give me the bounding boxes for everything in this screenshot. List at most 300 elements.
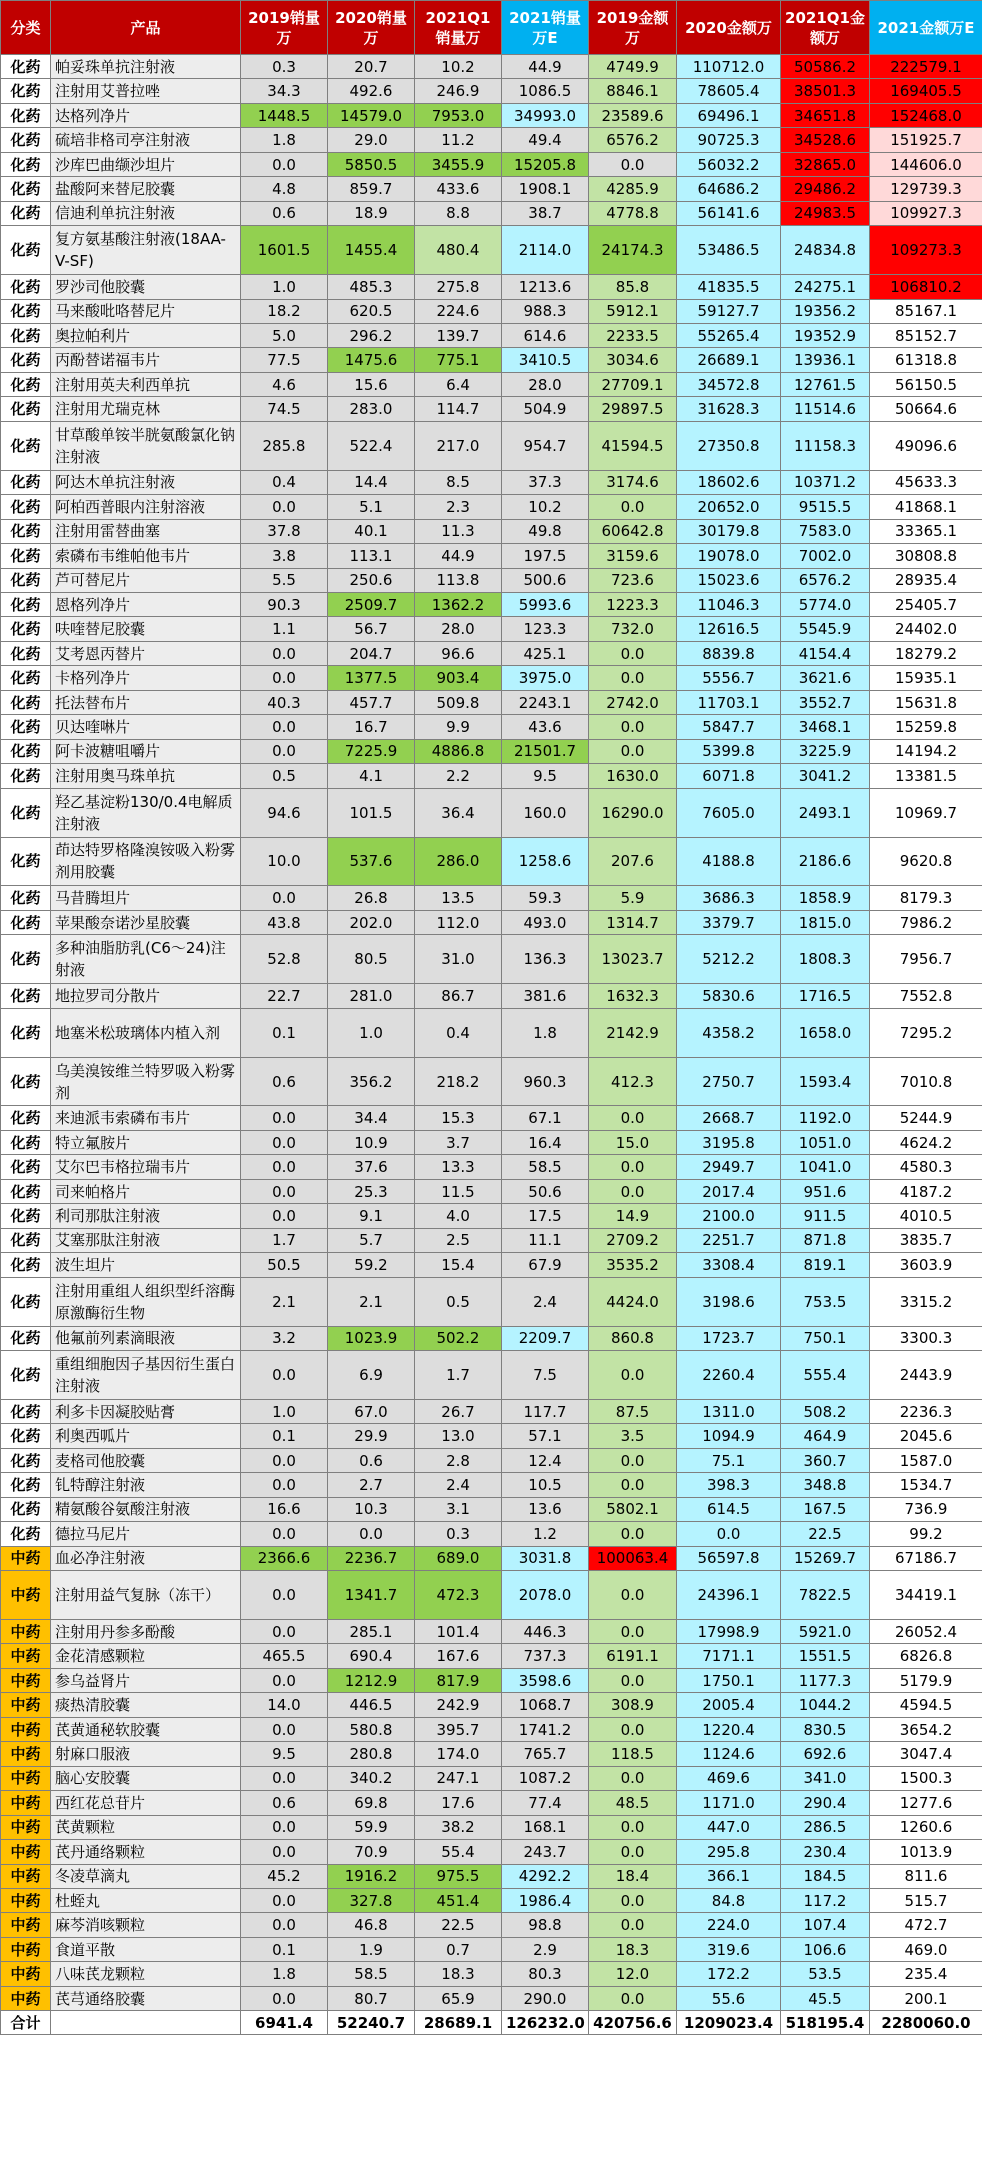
cell-2021e-amount: 4580.3 bbox=[870, 1155, 982, 1179]
cell-2021q1-amount: 7822.5 bbox=[781, 1571, 870, 1620]
cell-product: 重组细胞因子基因衍生蛋白注射液 bbox=[51, 1351, 241, 1400]
header-2020-amount: 2020金额万 bbox=[677, 1, 781, 55]
cell-2019-volume: 0.1 bbox=[241, 1424, 328, 1448]
cell-product: 达格列净片 bbox=[51, 103, 241, 127]
table-row bbox=[1, 1620, 982, 1644]
cell-2021e-amount: 4624.2 bbox=[870, 1130, 982, 1154]
cell-category: 化药 bbox=[1, 1179, 51, 1203]
cell-2020-amount: 2260.4 bbox=[677, 1351, 781, 1400]
cell-2019-volume: 0.0 bbox=[241, 1717, 328, 1741]
cell-2021e-amount: 200.1 bbox=[870, 1986, 982, 2010]
cell-2019-amount: 48.5 bbox=[589, 1791, 677, 1815]
cell-2021q1-volume: 0.7 bbox=[415, 1937, 502, 1961]
cell-2021q1-amount: 7002.0 bbox=[781, 544, 870, 568]
cell-2021e-amount: 7986.2 bbox=[870, 910, 982, 934]
cell-2019-amount: 60642.8 bbox=[589, 519, 677, 543]
cell-2021q1-volume: 3.7 bbox=[415, 1130, 502, 1154]
cell-2020-amount: 2949.7 bbox=[677, 1155, 781, 1179]
cell-product: 阿卡波糖咀嚼片 bbox=[51, 739, 241, 763]
cell-2020-amount: 75.1 bbox=[677, 1448, 781, 1472]
cell-product: 帕妥珠单抗注射液 bbox=[51, 55, 241, 79]
cell-2019-volume: 3.2 bbox=[241, 1326, 328, 1350]
cell-2021q1-amount: 341.0 bbox=[781, 1766, 870, 1790]
cell-2020-amount: 78605.4 bbox=[677, 79, 781, 103]
cell-category: 化药 bbox=[1, 788, 51, 837]
total-2020-amount: 1209023.4 bbox=[677, 2011, 781, 2035]
cell-2019-amount: 2709.2 bbox=[589, 1228, 677, 1252]
cell-2019-amount: 0.0 bbox=[589, 715, 677, 739]
cell-product: 注射用尤瑞克林 bbox=[51, 397, 241, 421]
cell-category: 化药 bbox=[1, 666, 51, 690]
cell-category: 化药 bbox=[1, 690, 51, 714]
cell-2019-volume: 37.8 bbox=[241, 519, 328, 543]
table-row bbox=[1, 1717, 982, 1741]
cell-2021e-amount: 8179.3 bbox=[870, 886, 982, 910]
cell-product: 地拉罗司分散片 bbox=[51, 984, 241, 1008]
cell-2021q1-volume: 114.7 bbox=[415, 397, 502, 421]
cell-2019-volume: 465.5 bbox=[241, 1644, 328, 1668]
cell-2019-volume: 0.6 bbox=[241, 1057, 328, 1106]
cell-product: 杜蛭丸 bbox=[51, 1888, 241, 1912]
cell-2021e-amount: 26052.4 bbox=[870, 1620, 982, 1644]
cell-product: 阿达木单抗注射液 bbox=[51, 470, 241, 494]
cell-2021e-volume: 80.3 bbox=[502, 1962, 589, 1986]
cell-2019-volume: 0.0 bbox=[241, 1179, 328, 1203]
cell-2021q1-amount: 2186.6 bbox=[781, 837, 870, 886]
cell-category: 化药 bbox=[1, 1497, 51, 1521]
cell-product: 索磷布韦维帕他韦片 bbox=[51, 544, 241, 568]
cell-2019-volume: 0.0 bbox=[241, 739, 328, 763]
cell-2021q1-volume: 55.4 bbox=[415, 1840, 502, 1864]
cell-product: 恩格列净片 bbox=[51, 592, 241, 616]
cell-product: 麻芩消咳颗粒 bbox=[51, 1913, 241, 1937]
cell-2020-volume: 40.1 bbox=[328, 519, 415, 543]
cell-2020-volume: 9.1 bbox=[328, 1204, 415, 1228]
cell-2020-amount: 447.0 bbox=[677, 1815, 781, 1839]
cell-2021q1-volume: 0.3 bbox=[415, 1522, 502, 1546]
cell-2021q1-amount: 1593.4 bbox=[781, 1057, 870, 1106]
cell-category: 化药 bbox=[1, 715, 51, 739]
cell-2020-amount: 11046.3 bbox=[677, 592, 781, 616]
cell-2020-volume: 37.6 bbox=[328, 1155, 415, 1179]
cell-2021q1-amount: 19356.2 bbox=[781, 299, 870, 323]
cell-2021e-amount: 3315.2 bbox=[870, 1277, 982, 1326]
cell-2021e-amount: 169405.5 bbox=[870, 79, 982, 103]
cell-2021e-volume: 2.9 bbox=[502, 1937, 589, 1961]
table-row bbox=[1, 1644, 982, 1668]
cell-2019-amount: 3174.6 bbox=[589, 470, 677, 494]
cell-2019-volume: 0.0 bbox=[241, 1766, 328, 1790]
cell-category: 中药 bbox=[1, 1693, 51, 1717]
cell-2021q1-amount: 45.5 bbox=[781, 1986, 870, 2010]
cell-2020-amount: 3379.7 bbox=[677, 910, 781, 934]
cell-2019-amount: 0.0 bbox=[589, 1986, 677, 2010]
cell-2019-volume: 0.0 bbox=[241, 1106, 328, 1130]
cell-2020-amount: 1094.9 bbox=[677, 1424, 781, 1448]
cell-2019-volume: 1.7 bbox=[241, 1228, 328, 1252]
cell-2020-volume: 580.8 bbox=[328, 1717, 415, 1741]
cell-category: 化药 bbox=[1, 1130, 51, 1154]
cell-2021q1-volume: 502.2 bbox=[415, 1326, 502, 1350]
cell-2021q1-amount: 184.5 bbox=[781, 1864, 870, 1888]
cell-product: 芪黄通秘软胶囊 bbox=[51, 1717, 241, 1741]
cell-2021e-volume: 10.2 bbox=[502, 495, 589, 519]
cell-category: 化药 bbox=[1, 323, 51, 347]
cell-2020-amount: 172.2 bbox=[677, 1962, 781, 1986]
table-row bbox=[1, 666, 982, 690]
cell-2021q1-amount: 951.6 bbox=[781, 1179, 870, 1203]
cell-2021q1-amount: 19352.9 bbox=[781, 323, 870, 347]
cell-2021e-volume: 425.1 bbox=[502, 641, 589, 665]
cell-2021e-volume: 3598.6 bbox=[502, 1668, 589, 1692]
table-row bbox=[1, 592, 982, 616]
cell-2021e-volume: 15205.8 bbox=[502, 152, 589, 176]
cell-2020-volume: 6.9 bbox=[328, 1351, 415, 1400]
cell-product: 地塞米松玻璃体内植入剂 bbox=[51, 1008, 241, 1057]
cell-2020-amount: 56032.2 bbox=[677, 152, 781, 176]
cell-2021e-amount: 129739.3 bbox=[870, 177, 982, 201]
cell-2021e-volume: 67.9 bbox=[502, 1253, 589, 1277]
cell-product: 艾塞那肽注射液 bbox=[51, 1228, 241, 1252]
cell-2020-amount: 31628.3 bbox=[677, 397, 781, 421]
cell-2019-amount: 0.0 bbox=[589, 1571, 677, 1620]
cell-2019-amount: 0.0 bbox=[589, 1717, 677, 1741]
cell-2020-amount: 110712.0 bbox=[677, 55, 781, 79]
cell-2021q1-volume: 9.9 bbox=[415, 715, 502, 739]
cell-2019-amount: 412.3 bbox=[589, 1057, 677, 1106]
cell-2019-volume: 34.3 bbox=[241, 79, 328, 103]
cell-category: 化药 bbox=[1, 201, 51, 225]
total-2020-volume: 52240.7 bbox=[328, 2011, 415, 2035]
cell-2021q1-volume: 1.7 bbox=[415, 1351, 502, 1400]
cell-2021q1-amount: 34528.6 bbox=[781, 128, 870, 152]
table-row bbox=[1, 1448, 982, 1472]
cell-product: 苹果酸奈诺沙星胶囊 bbox=[51, 910, 241, 934]
table-row bbox=[1, 79, 982, 103]
table-row bbox=[1, 470, 982, 494]
cell-2021q1-volume: 86.7 bbox=[415, 984, 502, 1008]
cell-2019-amount: 8846.1 bbox=[589, 79, 677, 103]
cell-2020-amount: 15023.6 bbox=[677, 568, 781, 592]
cell-2021q1-volume: 472.3 bbox=[415, 1571, 502, 1620]
cell-2019-amount: 14.9 bbox=[589, 1204, 677, 1228]
cell-2019-amount: 15.0 bbox=[589, 1130, 677, 1154]
cell-category: 中药 bbox=[1, 1546, 51, 1570]
cell-product: 注射用英夫利西单抗 bbox=[51, 372, 241, 396]
cell-category: 化药 bbox=[1, 592, 51, 616]
cell-2021q1-volume: 817.9 bbox=[415, 1668, 502, 1692]
cell-product: 血必净注射液 bbox=[51, 1546, 241, 1570]
cell-2019-volume: 43.8 bbox=[241, 910, 328, 934]
cell-2021q1-amount: 5921.0 bbox=[781, 1620, 870, 1644]
cell-2021e-volume: 28.0 bbox=[502, 372, 589, 396]
cell-2021e-volume: 9.5 bbox=[502, 764, 589, 788]
cell-2019-amount: 0.0 bbox=[589, 1913, 677, 1937]
cell-2019-amount: 0.0 bbox=[589, 1815, 677, 1839]
cell-2021q1-volume: 1362.2 bbox=[415, 592, 502, 616]
cell-2019-volume: 0.0 bbox=[241, 1155, 328, 1179]
cell-2020-amount: 8839.8 bbox=[677, 641, 781, 665]
cell-2019-amount: 0.0 bbox=[589, 1522, 677, 1546]
cell-2021q1-amount: 24983.5 bbox=[781, 201, 870, 225]
cell-2019-amount: 1314.7 bbox=[589, 910, 677, 934]
cell-2019-volume: 0.0 bbox=[241, 1130, 328, 1154]
cell-2021q1-amount: 50586.2 bbox=[781, 55, 870, 79]
cell-2020-amount: 24396.1 bbox=[677, 1571, 781, 1620]
cell-2020-volume: 296.2 bbox=[328, 323, 415, 347]
cell-2020-volume: 457.7 bbox=[328, 690, 415, 714]
cell-2021e-volume: 21501.7 bbox=[502, 739, 589, 763]
cell-2019-amount: 1223.3 bbox=[589, 592, 677, 616]
cell-2020-volume: 14579.0 bbox=[328, 103, 415, 127]
table-row bbox=[1, 1986, 982, 2010]
cell-category: 化药 bbox=[1, 1351, 51, 1400]
cell-2021e-amount: 2045.6 bbox=[870, 1424, 982, 1448]
table-row bbox=[1, 1253, 982, 1277]
cell-2020-amount: 2668.7 bbox=[677, 1106, 781, 1130]
total-2021q1-amount: 518195.4 bbox=[781, 2011, 870, 2035]
cell-2020-amount: 224.0 bbox=[677, 1913, 781, 1937]
cell-product: 他氟前列素滴眼液 bbox=[51, 1326, 241, 1350]
cell-2019-volume: 5.5 bbox=[241, 568, 328, 592]
cell-product: 注射用奥马珠单抗 bbox=[51, 764, 241, 788]
cell-2021q1-amount: 13936.1 bbox=[781, 348, 870, 372]
cell-category: 化药 bbox=[1, 519, 51, 543]
cell-category: 化药 bbox=[1, 837, 51, 886]
cell-product: 特立氟胺片 bbox=[51, 1130, 241, 1154]
cell-2020-volume: 327.8 bbox=[328, 1888, 415, 1912]
cell-2021e-amount: 56150.5 bbox=[870, 372, 982, 396]
cell-2020-amount: 2251.7 bbox=[677, 1228, 781, 1252]
cell-2019-amount: 0.0 bbox=[589, 1840, 677, 1864]
cell-2021e-volume: 58.5 bbox=[502, 1155, 589, 1179]
cell-2019-volume: 1.1 bbox=[241, 617, 328, 641]
cell-2021q1-volume: 11.2 bbox=[415, 128, 502, 152]
cell-2020-amount: 12616.5 bbox=[677, 617, 781, 641]
cell-2019-volume: 0.1 bbox=[241, 1008, 328, 1057]
cell-2021q1-amount: 10371.2 bbox=[781, 470, 870, 494]
cell-2020-amount: 1124.6 bbox=[677, 1742, 781, 1766]
cell-2021e-amount: 30808.8 bbox=[870, 544, 982, 568]
cell-2019-amount: 6191.1 bbox=[589, 1644, 677, 1668]
table-row bbox=[1, 299, 982, 323]
header-product: 产品 bbox=[51, 1, 241, 55]
cell-2020-amount: 20652.0 bbox=[677, 495, 781, 519]
cell-product: 食道平散 bbox=[51, 1937, 241, 1961]
cell-2021q1-volume: 286.0 bbox=[415, 837, 502, 886]
cell-2020-amount: 614.5 bbox=[677, 1497, 781, 1521]
cell-2021q1-volume: 689.0 bbox=[415, 1546, 502, 1570]
cell-2020-amount: 3198.6 bbox=[677, 1277, 781, 1326]
cell-category: 化药 bbox=[1, 1155, 51, 1179]
cell-2020-volume: 26.8 bbox=[328, 886, 415, 910]
cell-2019-amount: 207.6 bbox=[589, 837, 677, 886]
cell-category: 化药 bbox=[1, 1424, 51, 1448]
header-2019-amount: 2019金额万 bbox=[589, 1, 677, 55]
cell-product: 艾考恩丙替片 bbox=[51, 641, 241, 665]
cell-2021e-amount: 28935.4 bbox=[870, 568, 982, 592]
cell-product: 贝达喹啉片 bbox=[51, 715, 241, 739]
cell-2020-volume: 485.3 bbox=[328, 275, 415, 299]
cell-2021q1-amount: 750.1 bbox=[781, 1326, 870, 1350]
cell-product: 参乌益肾片 bbox=[51, 1668, 241, 1692]
cell-2020-amount: 26689.1 bbox=[677, 348, 781, 372]
cell-2020-amount: 56597.8 bbox=[677, 1546, 781, 1570]
cell-2020-amount: 4358.2 bbox=[677, 1008, 781, 1057]
cell-2021q1-volume: 139.7 bbox=[415, 323, 502, 347]
cell-2019-volume: 0.0 bbox=[241, 1668, 328, 1692]
cell-2020-volume: 10.3 bbox=[328, 1497, 415, 1521]
cell-2021e-volume: 98.8 bbox=[502, 1913, 589, 1937]
cell-2019-amount: 0.0 bbox=[589, 1351, 677, 1400]
cell-2020-amount: 34572.8 bbox=[677, 372, 781, 396]
cell-2021q1-amount: 692.6 bbox=[781, 1742, 870, 1766]
cell-2020-volume: 80.7 bbox=[328, 1986, 415, 2010]
cell-2021e-amount: 3047.4 bbox=[870, 1742, 982, 1766]
cell-2020-amount: 0.0 bbox=[677, 1522, 781, 1546]
cell-category: 中药 bbox=[1, 1815, 51, 1839]
cell-2019-amount: 13023.7 bbox=[589, 935, 677, 984]
cell-2020-volume: 859.7 bbox=[328, 177, 415, 201]
cell-2020-volume: 285.1 bbox=[328, 1620, 415, 1644]
cell-2021e-amount: 235.4 bbox=[870, 1962, 982, 1986]
cell-2019-volume: 0.0 bbox=[241, 1620, 328, 1644]
cell-category: 化药 bbox=[1, 1448, 51, 1472]
cell-2019-amount: 18.4 bbox=[589, 1864, 677, 1888]
cell-2020-amount: 7171.1 bbox=[677, 1644, 781, 1668]
table-row bbox=[1, 1840, 982, 1864]
cell-2019-volume: 4.6 bbox=[241, 372, 328, 396]
cell-product: 芪黄颗粒 bbox=[51, 1815, 241, 1839]
cell-product: 德拉马尼片 bbox=[51, 1522, 241, 1546]
cell-2021q1-volume: 7953.0 bbox=[415, 103, 502, 127]
cell-2020-amount: 1171.0 bbox=[677, 1791, 781, 1815]
cell-2021e-amount: 4010.5 bbox=[870, 1204, 982, 1228]
cell-product: 艾尔巴韦格拉瑞韦片 bbox=[51, 1155, 241, 1179]
cell-2021q1-volume: 775.1 bbox=[415, 348, 502, 372]
cell-product: 丙酚替诺福韦片 bbox=[51, 348, 241, 372]
cell-2019-volume: 0.0 bbox=[241, 886, 328, 910]
cell-2021e-amount: 61318.8 bbox=[870, 348, 982, 372]
cell-2020-volume: 2.7 bbox=[328, 1473, 415, 1497]
cell-2021e-amount: 3654.2 bbox=[870, 1717, 982, 1741]
cell-2019-volume: 45.2 bbox=[241, 1864, 328, 1888]
cell-2019-volume: 0.0 bbox=[241, 1571, 328, 1620]
cell-product: 注射用重组人组织型纤溶酶原激酶衍生物 bbox=[51, 1277, 241, 1326]
cell-2019-amount: 23589.6 bbox=[589, 103, 677, 127]
cell-product: 冬凌草滴丸 bbox=[51, 1864, 241, 1888]
total-2021e-volume: 126232.0 bbox=[502, 2011, 589, 2035]
cell-2021q1-amount: 24275.1 bbox=[781, 275, 870, 299]
table-row bbox=[1, 495, 982, 519]
cell-2019-volume: 1.0 bbox=[241, 1399, 328, 1423]
cell-2020-volume: 340.2 bbox=[328, 1766, 415, 1790]
cell-2021e-amount: 67186.7 bbox=[870, 1546, 982, 1570]
cell-category: 化药 bbox=[1, 421, 51, 470]
cell-2021q1-amount: 1177.3 bbox=[781, 1668, 870, 1692]
cell-2019-amount: 3.5 bbox=[589, 1424, 677, 1448]
cell-2021e-volume: 3975.0 bbox=[502, 666, 589, 690]
cell-2021q1-amount: 1051.0 bbox=[781, 1130, 870, 1154]
cell-2019-amount: 0.0 bbox=[589, 739, 677, 763]
cell-2020-amount: 41835.5 bbox=[677, 275, 781, 299]
cell-2021q1-amount: 9515.5 bbox=[781, 495, 870, 519]
cell-product: 羟乙基淀粉130/0.4电解质注射液 bbox=[51, 788, 241, 837]
cell-category: 化药 bbox=[1, 177, 51, 201]
cell-2021e-amount: 3603.9 bbox=[870, 1253, 982, 1277]
cell-product: 硫培非格司亭注射液 bbox=[51, 128, 241, 152]
cell-2021q1-volume: 8.8 bbox=[415, 201, 502, 225]
cell-category: 化药 bbox=[1, 103, 51, 127]
cell-2021e-volume: 2078.0 bbox=[502, 1571, 589, 1620]
cell-2019-amount: 0.0 bbox=[589, 1155, 677, 1179]
table-row bbox=[1, 1351, 982, 1400]
table-row bbox=[1, 519, 982, 543]
cell-2020-volume: 5850.5 bbox=[328, 152, 415, 176]
cell-2020-amount: 27350.8 bbox=[677, 421, 781, 470]
cell-2021q1-volume: 217.0 bbox=[415, 421, 502, 470]
cell-2019-amount: 0.0 bbox=[589, 641, 677, 665]
cell-category: 化药 bbox=[1, 617, 51, 641]
cell-2019-amount: 4285.9 bbox=[589, 177, 677, 201]
cell-2021q1-volume: 4.0 bbox=[415, 1204, 502, 1228]
cell-2019-amount: 308.9 bbox=[589, 1693, 677, 1717]
cell-product: 八味芪龙颗粒 bbox=[51, 1962, 241, 1986]
cell-2019-volume: 94.6 bbox=[241, 788, 328, 837]
cell-2021e-volume: 960.3 bbox=[502, 1057, 589, 1106]
cell-2021e-amount: 14194.2 bbox=[870, 739, 982, 763]
cell-category: 化药 bbox=[1, 299, 51, 323]
cell-product: 注射用丹参多酚酸 bbox=[51, 1620, 241, 1644]
cell-2019-amount: 0.0 bbox=[589, 1888, 677, 1912]
table-row bbox=[1, 226, 982, 275]
cell-2020-volume: 29.9 bbox=[328, 1424, 415, 1448]
cell-2019-amount: 41594.5 bbox=[589, 421, 677, 470]
cell-2021q1-amount: 290.4 bbox=[781, 1791, 870, 1815]
cell-2021e-volume: 2114.0 bbox=[502, 226, 589, 275]
table-row bbox=[1, 1791, 982, 1815]
cell-2019-amount: 2142.9 bbox=[589, 1008, 677, 1057]
cell-2020-volume: 356.2 bbox=[328, 1057, 415, 1106]
cell-2021e-amount: 50664.6 bbox=[870, 397, 982, 421]
cell-category: 中药 bbox=[1, 1840, 51, 1864]
cell-2020-amount: 398.3 bbox=[677, 1473, 781, 1497]
cell-2019-amount: 5802.1 bbox=[589, 1497, 677, 1521]
cell-2021q1-amount: 819.1 bbox=[781, 1253, 870, 1277]
cell-2021q1-volume: 112.0 bbox=[415, 910, 502, 934]
cell-2021q1-amount: 830.5 bbox=[781, 1717, 870, 1741]
table-row bbox=[1, 1546, 982, 1570]
cell-category: 化药 bbox=[1, 910, 51, 934]
cell-product: 利司那肽注射液 bbox=[51, 1204, 241, 1228]
table-row bbox=[1, 1766, 982, 1790]
cell-2019-volume: 0.0 bbox=[241, 1204, 328, 1228]
cell-2019-amount: 732.0 bbox=[589, 617, 677, 641]
cell-product: 呋喹替尼胶囊 bbox=[51, 617, 241, 641]
cell-2019-amount: 18.3 bbox=[589, 1937, 677, 1961]
cell-2019-volume: 0.6 bbox=[241, 1791, 328, 1815]
cell-2020-volume: 4.1 bbox=[328, 764, 415, 788]
cell-category: 化药 bbox=[1, 495, 51, 519]
cell-product: 复方氨基酸注射液(18AA-V-SF) bbox=[51, 226, 241, 275]
cell-2021e-volume: 1213.6 bbox=[502, 275, 589, 299]
cell-2021q1-amount: 348.8 bbox=[781, 1473, 870, 1497]
cell-2021q1-volume: 13.3 bbox=[415, 1155, 502, 1179]
cell-2021e-amount: 2443.9 bbox=[870, 1351, 982, 1400]
cell-2021q1-amount: 1716.5 bbox=[781, 984, 870, 1008]
cell-2020-amount: 17998.9 bbox=[677, 1620, 781, 1644]
cell-2021e-volume: 614.6 bbox=[502, 323, 589, 347]
